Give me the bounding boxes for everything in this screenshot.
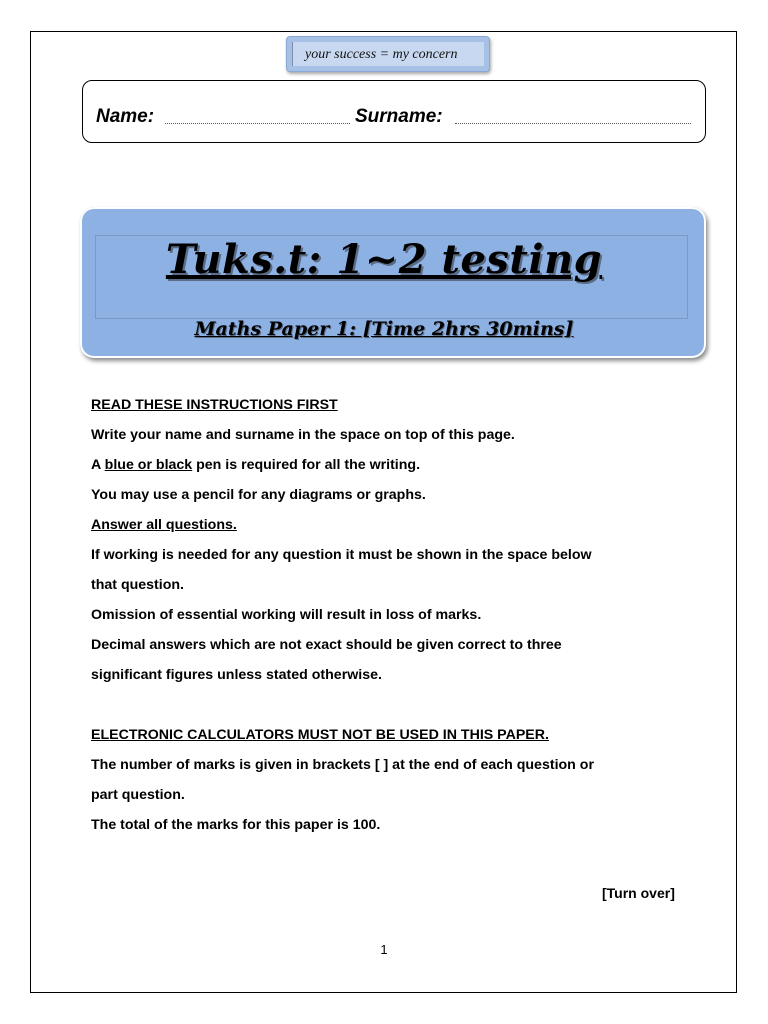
tagline-box [286,36,490,72]
instructions-heading: READ THESE INSTRUCTIONS FIRST [91,397,338,413]
page-title: Tuks.t: 1~2 testing [165,236,603,283]
instruction-line: If working is needed for any question it must be shown in the space below [91,547,592,563]
page-number: 1 [380,942,388,957]
instructions [91,390,691,840]
instruction-line [91,450,691,480]
spacer [91,690,691,720]
instruction-line: Write your name and surname in the space on top of this page. [91,427,515,443]
instruction-text: A [91,457,105,473]
instruction-line: Answer all questions. [91,517,237,533]
instruction-line: part question. [91,787,185,803]
instruction-line: that question. [91,577,185,593]
surname-field[interactable] [455,123,691,124]
name-label: Name: [96,106,155,127]
tagline-text: your success = my concern [292,42,484,66]
instruction-line: The total of the marks for this paper is 100. [91,817,381,833]
name-field[interactable] [165,123,350,124]
pen-colour-text: blue or black [104,457,193,473]
paper-subtitle: Maths Paper 1: [Time 2hrs 30mins] [194,318,574,340]
instruction-line: Decimal answers which are not exact should be given correct to three [91,637,562,653]
turn-over-note: [Turn over] [602,885,675,901]
instruction-line: Omission of essential working will result in loss of marks. [91,607,482,623]
surname-label: Surname: [355,106,443,127]
calculator-notice: ELECTRONIC CALCULATORS MUST NOT BE USED IN THIS PAPER. [91,727,549,743]
instruction-line: significant figures unless stated otherwise. [91,667,382,683]
instruction-line: The number of marks is given in brackets [ ] at the end of each question or [91,757,594,773]
instruction-line: You may use a pencil for any diagrams or graphs. [91,487,426,503]
name-surname-box [82,80,706,143]
instruction-text: pen is required for all the writing. [192,457,421,473]
